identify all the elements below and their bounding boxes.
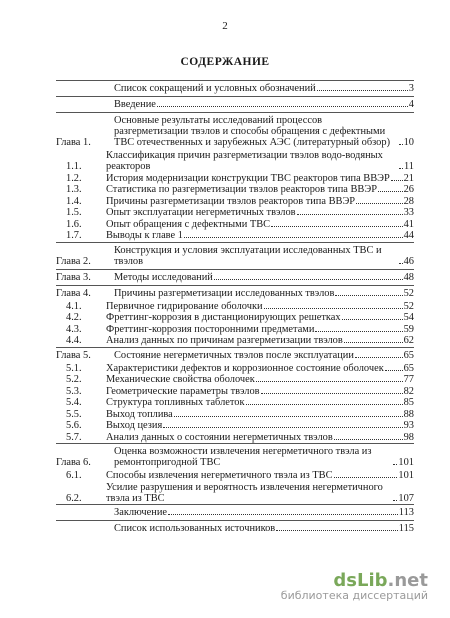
toc-entry-title: Фреттинг-коррозия в дистанционирующих решетках (106, 312, 341, 323)
toc-title: СОДЕРЖАНИЕ (180, 56, 270, 68)
toc-entry-page: 82 (403, 385, 414, 397)
toc-entry-number: 5.5. (66, 408, 82, 420)
dot-leader (378, 191, 403, 192)
toc-section-entry (56, 312, 414, 324)
toc-entry-title: Статистика по разгерметизации твэлов реакторов типа ВВЭР (106, 184, 377, 195)
toc-entry-title: Усилие разрушения и вероятность извлечения негерметичного твэла из ТВС (106, 481, 383, 504)
dot-leader (297, 214, 403, 215)
page-number: 2 (222, 20, 228, 32)
dot-leader (157, 106, 408, 107)
toc-entry-title: Причины разгерметизации исследованных твэлов (114, 287, 335, 299)
toc-entry-number: 1.1. (66, 161, 82, 172)
dot-leader (356, 203, 403, 204)
toc-entry-number: 5.1. (66, 362, 82, 374)
toc-entry-title: Фреттинг-коррозия посторонними предметами (106, 323, 315, 335)
toc-entry-page: 107 (398, 492, 414, 504)
dot-leader (391, 180, 403, 181)
dot-leader (393, 464, 397, 465)
toc-entry-title: Список сокращений и условных обозначений (114, 83, 316, 94)
dot-leader (315, 331, 402, 332)
toc-entry-title: Классификация причин разгерметизации твэлов водо-водяных реакторов (106, 150, 383, 172)
toc-entry-title: Конструкция и условия эксплуатации исследованных ТВС и твэлов (114, 244, 382, 267)
toc-section-entry (56, 397, 414, 409)
toc-chapter-entry (56, 96, 414, 112)
toc-section-entry (56, 219, 414, 231)
table-of-contents (56, 80, 414, 536)
toc-entry-number: 1.7. (66, 230, 82, 241)
toc-entry-number: 5.2. (66, 374, 82, 385)
toc-entry-page: 44 (403, 230, 414, 241)
toc-entry-title: Опыт обращения с дефектными ТВС (106, 218, 271, 230)
toc-entry-page: 85 (403, 397, 414, 408)
toc-section-entry (56, 301, 414, 313)
toc-entry-title: Список использованных источников (114, 523, 276, 534)
toc-entry-page: 113 (398, 507, 414, 518)
toc-chapter-entry (56, 504, 414, 520)
toc-section-entry (56, 420, 414, 432)
toc-chapter-entry (56, 269, 414, 285)
toc-entry-title: Характеристики дефектов и коррозионное состояние оболочек (106, 362, 384, 374)
toc-section-entry (56, 196, 414, 208)
toc-section-entry (56, 470, 414, 482)
toc-section-entry (56, 409, 414, 421)
toc-entry-page: 10 (403, 137, 414, 148)
toc-entry-number: Глава 3. (56, 271, 91, 283)
toc-entry-title: Геометрические параметры твэлов (106, 385, 260, 397)
toc-entry-page: 33 (403, 207, 414, 218)
watermark-subtitle: библиотека диссертаций (280, 589, 428, 602)
dot-leader (399, 144, 403, 145)
toc-entry-page: 62 (403, 335, 414, 346)
toc-entry-number: 4.4. (66, 335, 82, 346)
toc-entry-number: 4.2. (66, 312, 82, 323)
dot-leader (214, 279, 403, 280)
toc-section-entry (56, 335, 414, 347)
toc-entry-number: 1.4. (66, 195, 82, 207)
toc-entry-title: Методы исследований (114, 271, 213, 283)
toc-entry-page: 65 (403, 362, 414, 374)
toc-entry-number: 1.5. (66, 207, 82, 218)
toc-entry-title: Выход цезия (106, 420, 163, 431)
toc-entry-number: Глава 4. (56, 287, 91, 299)
toc-entry-title: Причины разгерметизации твэлов реакторов типа ВВЭР (106, 195, 356, 207)
toc-entry-page: 77 (403, 374, 414, 385)
dot-leader (184, 237, 403, 238)
toc-entry-title: Выход топлива (106, 408, 173, 420)
dot-leader (342, 319, 403, 320)
toc-entry-page: 46 (403, 255, 414, 267)
toc-entry-page: 4 (408, 99, 414, 110)
toc-chapter-entry (56, 242, 414, 269)
toc-entry-page: 41 (403, 218, 414, 230)
toc-entry-title: Оценка возможности извлечения негерметичного твэла из ремонтопригодной ТВС (114, 446, 372, 468)
toc-chapter-entry (56, 520, 414, 536)
dot-leader (168, 514, 398, 515)
toc-section-entry (56, 324, 414, 336)
dot-leader (385, 370, 403, 371)
toc-entry-number: 5.3. (66, 385, 82, 397)
toc-entry-page: 93 (403, 420, 414, 431)
toc-entry-page: 48 (403, 271, 414, 283)
dot-leader (163, 427, 402, 428)
dot-leader (271, 226, 403, 227)
toc-section-entry (56, 363, 414, 375)
watermark-logo-tld: .net (387, 570, 428, 591)
toc-entry-title: Структура топливных таблеток (106, 397, 245, 408)
toc-entry-number: 5.4. (66, 397, 82, 408)
toc-entry-title: Введение (114, 99, 156, 110)
dot-leader (334, 439, 403, 440)
toc-entry-number: 5.6. (66, 420, 82, 431)
toc-chapter-entry (56, 443, 414, 470)
toc-entry-page: 88 (403, 408, 414, 420)
toc-entry-page: 21 (403, 172, 414, 184)
dot-leader (256, 381, 403, 382)
toc-entry-title: Механические свойства оболочек (106, 374, 255, 385)
toc-entry-title: Заключение (114, 507, 167, 518)
toc-entry-number: 6.1. (66, 470, 82, 481)
toc-section-entry (56, 374, 414, 386)
toc-entry-title: Первичное гидрирование оболочки (106, 300, 263, 312)
dot-leader (174, 416, 403, 417)
toc-entry-page: 52 (403, 300, 414, 312)
toc-section-entry (56, 173, 414, 185)
dot-leader (264, 308, 403, 309)
toc-entry-page: 28 (403, 195, 414, 207)
toc-entry-number: 1.6. (66, 218, 82, 230)
toc-entry-page: 98 (403, 431, 414, 443)
toc-entry-number: Глава 2. (56, 255, 91, 267)
dot-leader (399, 168, 403, 169)
dot-leader (246, 404, 403, 405)
toc-chapter-entry (56, 285, 414, 301)
toc-entry-page: 3 (408, 83, 414, 94)
toc-entry-number: Глава 5. (56, 349, 91, 361)
dot-leader (344, 342, 403, 343)
dot-leader (355, 357, 403, 358)
toc-chapter-entry (56, 80, 414, 96)
toc-section-entry (56, 184, 414, 196)
dot-leader (334, 477, 398, 478)
toc-entry-number: 4.1. (66, 300, 82, 312)
toc-entry-page: 26 (403, 184, 414, 195)
toc-entry-page: 11 (403, 161, 414, 172)
toc-entry-page: 54 (403, 312, 414, 323)
toc-entry-title: Состояние негерметичных твэлов после эксплуатации (114, 349, 354, 361)
toc-entry-title: История модернизации конструкции ТВС реакторов типа ВВЭР (106, 172, 390, 184)
dot-leader (317, 90, 408, 91)
toc-entry-title: Анализ данных о состоянии негерметичных твэлов (106, 431, 333, 443)
toc-entry-page: 59 (403, 323, 414, 335)
toc-entry-number: 5.7. (66, 431, 82, 443)
toc-entry-title: Анализ данных по причинам разгерметизации твэлов (106, 335, 343, 346)
toc-section-entry (56, 150, 414, 173)
dot-leader (261, 393, 403, 394)
toc-entry-title: Основные результаты исследований процессов разгерметизации твэлов и способы обращения с дефектными ТВС отечественных и зарубежных АЭС (литературный обзор) (114, 115, 391, 148)
toc-entry-number: 6.2. (66, 492, 82, 504)
toc-entry-number: 1.3. (66, 184, 82, 195)
toc-chapter-entry (56, 347, 414, 363)
watermark-logo (281, 570, 428, 602)
toc-entry-page: 65 (403, 349, 414, 361)
toc-entry-page: 115 (398, 523, 414, 534)
dot-leader (399, 263, 403, 264)
toc-entry-title: Способы извлечения негерметичного твэла из ТВС (106, 470, 333, 481)
toc-entry-title: Опыт эксплуатации негерметичных твэлов (106, 207, 296, 218)
toc-chapter-entry (56, 112, 414, 150)
toc-section-entry (56, 482, 414, 505)
toc-entry-number: Глава 6. (56, 457, 91, 468)
toc-entry-title: Выводы к главе 1 (106, 230, 183, 241)
toc-entry-page: 52 (403, 287, 414, 299)
toc-section-entry (56, 386, 414, 398)
dot-leader (276, 530, 398, 531)
dot-leader (393, 500, 397, 501)
dot-leader (335, 295, 402, 296)
toc-entry-number: 1.2. (66, 172, 82, 184)
toc-section-entry (56, 207, 414, 219)
toc-entry-number: 4.3. (66, 323, 82, 335)
toc-entry-page: 101 (398, 457, 414, 468)
toc-entry-page: 101 (398, 470, 414, 481)
toc-section-entry (56, 432, 414, 444)
watermark-logo-main: dsLib (333, 570, 388, 591)
toc-section-entry (56, 230, 414, 242)
toc-entry-number: Глава 1. (56, 137, 91, 148)
